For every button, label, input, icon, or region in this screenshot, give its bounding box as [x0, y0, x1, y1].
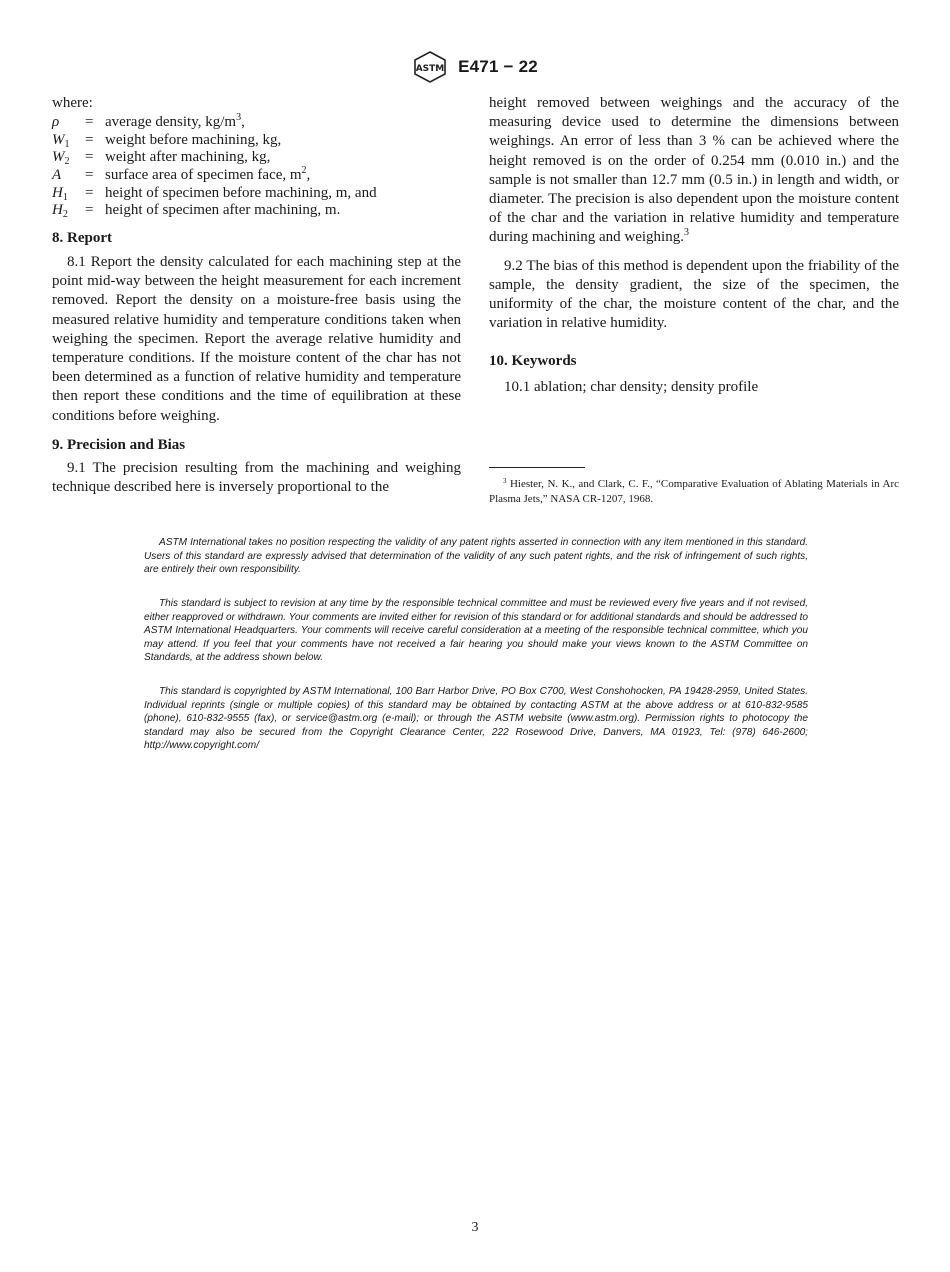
page-header	[0, 50, 950, 86]
footnote-text: Hiester, N. K., and Clark, C. F., “Comparative Evaluation of Ablating Materials in Arc Plasma Jets,” NASA CR-1207, 1968.	[489, 477, 899, 505]
footnote-divider	[489, 467, 585, 468]
section-9-2-paragraph: 9.2 The bias of this method is dependent upon the friability of the sample, the density gradient, the size of the specimen, the uniformity of the char, the moisture content of the char, and the variation in relative humidity.	[489, 257, 899, 332]
equals-sign: =	[85, 166, 94, 183]
equals-sign: =	[85, 184, 94, 201]
section-9-1-paragraph: 9.1 The precision resulting from the machining and weighing technique described here is inversely proportional to the	[52, 460, 461, 496]
footnote	[489, 477, 899, 507]
variable-symbol: $W_1$	[52, 131, 70, 150]
equals-sign: =	[85, 114, 94, 131]
variable-symbol: $H_2$	[52, 202, 68, 221]
equals-sign: =	[85, 131, 94, 148]
equals-sign: =	[85, 202, 94, 219]
variable-definition: weight before machining, kg,	[105, 131, 282, 148]
standard-designation: E471 − 22	[458, 57, 538, 76]
variable-definition: height of specimen before machining, m, and	[105, 184, 377, 201]
variable-symbol: A	[52, 166, 62, 183]
variable-definition: surface area of specimen face, $m^2$,	[105, 164, 311, 183]
where-label: where:	[52, 95, 93, 111]
section-10-heading: 10. Keywords	[489, 353, 577, 370]
section-9-1-text: height removed between weighings and the accuracy of the measuring device used to determine the dimensions between weighings. An error of less than 3 % can be achieved where the height removed is on the order of 0.254 mm (0.010 in.) and the sample is not smaller than 12.7 mm (0.5 in.) in length and width, or diameter. The precision is also dependent upon the moisture content of the char and the variation in relative humidity and temperature during machining and weighing.	[489, 95, 899, 246]
left-column	[52, 94, 461, 497]
revision-notice: This standard is subject to revision at any time by the responsible technical committee and must be reviewed every five years and if not revised, either reapproved or withdrawn. Your comments are invited either for revision of this standard or for additional standards and should be addressed to ASTM International Headquarters. Your comments will receive careful consideration at a meeting of the responsible technical committee, which you may attend. If you feel that your comments have not received a fair hearing you should make your views known to the ASTM Committee on Standards, at the address shown below.	[144, 598, 808, 664]
equals-sign: =	[85, 149, 94, 166]
page-number: 3	[471, 1220, 479, 1235]
variable-row	[52, 202, 377, 220]
variable-symbol: ρ	[52, 114, 60, 131]
section-9-1-continued	[489, 94, 899, 248]
variable-row	[52, 185, 377, 203]
variable-row	[52, 149, 377, 167]
variable-definition: height of specimen after machining, m.	[105, 202, 341, 219]
section-9-heading: 9. Precision and Bias	[52, 436, 186, 453]
variable-row	[52, 114, 377, 132]
section-10-1-paragraph: 10.1 ablation; char density; density profile	[504, 378, 759, 395]
right-column	[489, 94, 899, 507]
section-8-heading: 8. Report	[52, 229, 112, 246]
variable-row	[52, 132, 377, 150]
variable-definition: weight after machining, kg,	[105, 149, 271, 166]
variable-definitions	[52, 114, 377, 220]
copyright-notice: This standard is copyrighted by ASTM International, 100 Barr Harbor Drive, PO Box C700, West Conshohocken, PA 19428-2959, United States. Individual reprints (single or multiple copies) of this standard may be obtained by contacting ASTM at the above address or at 610-832-9585 (phone), 610-832-9555 (fax), or service@astm.org (e-mail); or through the ASTM website (www.astm.org). Permission rights to photocopy the standard may also be secured from the Copyright Clearance Center, 222 Rosewood Drive, Danvers, MA 01923, Tel: (978) 646-2600; http://www.copyright.com/	[144, 686, 808, 752]
astm-logo-icon	[412, 50, 448, 84]
svg-text:ASTM: ASTM	[415, 64, 445, 74]
patent-notice: ASTM International takes no position respecting the validity of any patent rights asserted in connection with any item mentioned in this standard. Users of this standard are expressly advised that determination of the validity of any such patent rights, and the risk of infringement of such rights, are entirely their own responsibility.	[144, 537, 808, 576]
variable-definition: average density, $kg/m^3$,	[105, 112, 245, 131]
variable-row	[52, 167, 377, 185]
section-8-1-paragraph: 8.1 Report the density calculated for each machining step at the point mid-way between the height measurement for each increment removed. Report the density on a moisture-free basis using the measured relative humidity and temperature conditions taken when weighing the specimen. Report the average relative humidity and temperature conditions. If the moisture content of the char has not been determined as a function of relative humidity and temperature then report these conditions and the time of equilibration at these conditions before weighing.	[52, 253, 461, 424]
variable-symbol: $W_2$	[52, 149, 70, 168]
footnote-reference: 3	[683, 227, 689, 239]
footnote-number: 3	[503, 476, 507, 485]
variable-symbol: $H_1$	[52, 184, 68, 203]
